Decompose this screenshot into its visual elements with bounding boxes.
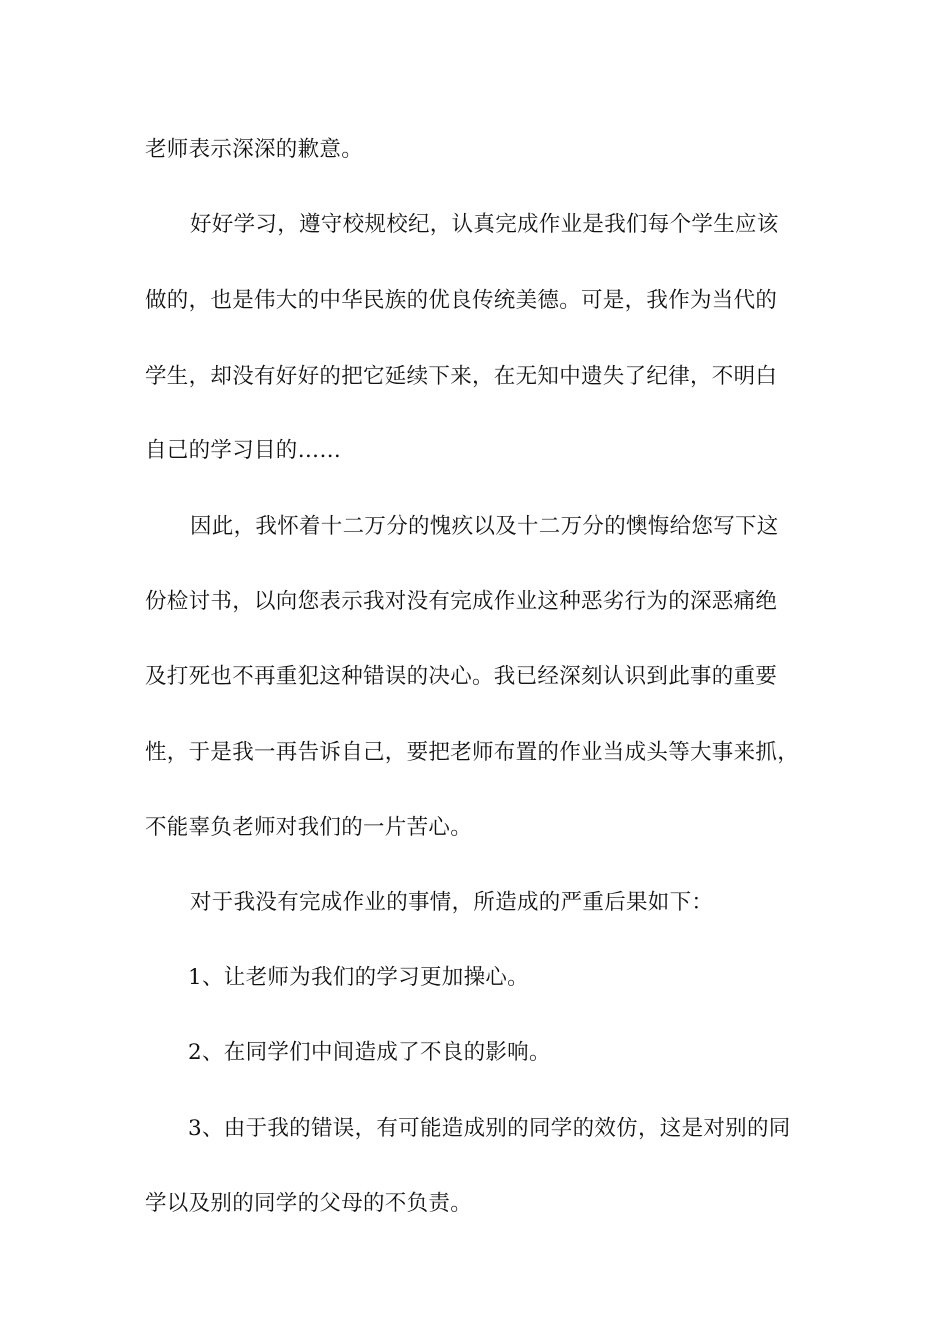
- text-line: 老师表示深深的歉意。: [145, 137, 364, 162]
- text-line: 学生，却没有好好的把它延续下来，在无知中遗失了纪律，不明白: [145, 364, 778, 389]
- paragraph-start-line: 对于我没有完成作业的事情，所造成的严重后果如下：: [190, 890, 714, 915]
- text-line: 及打死也不再重犯这种错误的决心。我已经深刻认识到此事的重要: [145, 664, 778, 689]
- text-line: 不能辜负老师对我们的一片苦心。: [145, 815, 473, 840]
- text-line: 份检讨书，以向您表示我对没有完成作业这种恶劣行为的深恶痛绝: [145, 589, 778, 614]
- list-item: 1、让老师为我们的学习更加操心。: [188, 965, 529, 990]
- paragraph-start-line: 因此，我怀着十二万分的愧疚以及十二万分的懊悔给您写下这: [190, 514, 779, 539]
- text-line: 学以及别的同学的父母的不负责。: [145, 1191, 473, 1216]
- list-item: 2、在同学们中间造成了不良的影响。: [188, 1040, 551, 1065]
- list-item: 3、由于我的错误，有可能造成别的同学的效仿，这是对别的同: [188, 1116, 791, 1141]
- text-line: 做的，也是伟大的中华民族的优良传统美德。可是，我作为当代的: [145, 288, 778, 313]
- text-line: 自己的学习目的……: [145, 438, 342, 463]
- paragraph-start-line: 好好学习，遵守校规校纪，认真完成作业是我们每个学生应该: [190, 212, 779, 237]
- text-line: 性，于是我一再告诉自己，要把老师布置的作业当成头等大事来抓，: [145, 740, 800, 765]
